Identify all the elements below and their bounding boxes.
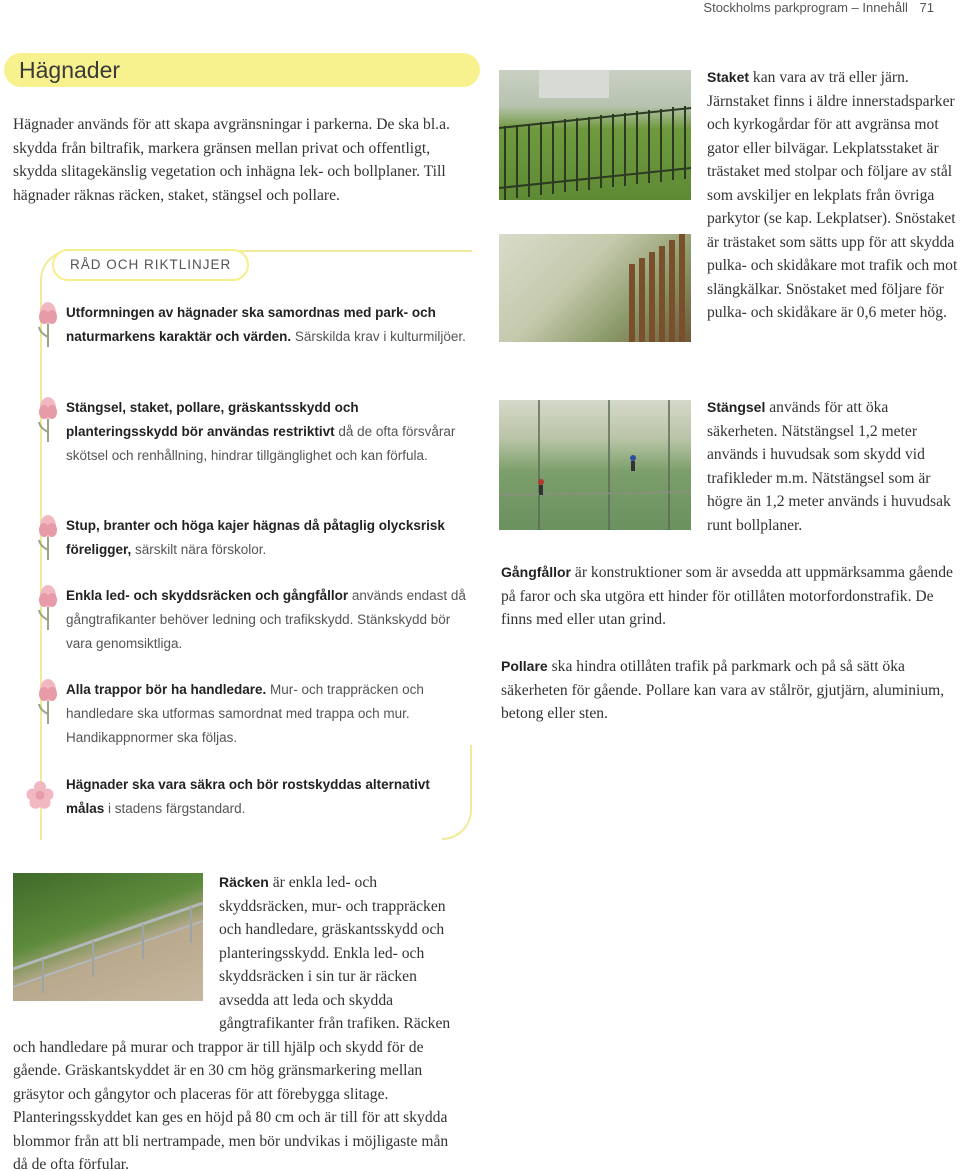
rule-4 <box>66 584 466 656</box>
rule-4-bold: Enkla led- och skyddsräcken och gångfållor <box>66 588 349 603</box>
intro-paragraph: Hägnader används för att skapa avgränsningar i parkerna. De ska bl.a. skydda från biltrafik, markera gränsen mellan privat och offentligt, skydda slitagekänslig vegetation och inhägna lek- och bollplaner. Till hägnader räknas räcken, staket, stängsel och pollare. <box>13 116 450 204</box>
rule-1-text: Särskilda krav i kulturmiljöer. <box>291 329 466 344</box>
photo-spacer <box>13 871 219 1019</box>
racken-text: är enkla led- och skyddsräcken, mur- och trappräcken och handledare, gräskantsskydd och planteringsskydd. Enkla led- och skyddsräcken i sin tur är räcken avsedda att leda och skydda gångtrafikanter från trafiken. Räcken och handledare på murar och trappor är till hjälp och skydd för de gående. Gräskantskyddet är en 30 cm hög gränsmarkering mellan gräsytor och gångytor och placeras för att förebygga slitage. Planteringsskyddet kan ges en höjd på 80 cm och är till för att skydda blommor från att bli nertrampade, men bör undvikas i möjligaste mån då de ofta förfular. <box>13 874 451 1171</box>
flower-icon <box>25 772 55 820</box>
guidelines-label: RÅD OCH RIKTLINJER <box>52 249 249 281</box>
rule-3-text: särskilt nära förskolor. <box>131 542 267 557</box>
rule-1-bold: Utformningen av hägnader ska samordnas med park- och naturmarkens karaktär och värden. <box>66 305 436 344</box>
rule-2-text: då de ofta försvårar skötsel och renhållning, hindrar tillgänglighet och kan förfula. <box>66 424 456 463</box>
gangfallor-text: är konstruktioner som är avsedda att uppmärksamma gående på faror och ska utgöra ett hinder för otillåten motorfordonstrafik. De finns med eller utan grind. <box>501 564 953 628</box>
page-title: Hägnader <box>19 57 121 83</box>
flower-icon <box>33 678 63 726</box>
rule-6-text: i stadens färgstandard. <box>104 801 246 816</box>
rule-6 <box>66 773 466 821</box>
page-number: 71 <box>919 0 934 15</box>
header-text: Stockholms parkprogram – Innehåll <box>703 0 908 15</box>
flower-icon <box>33 584 63 632</box>
gangfallor-paragraph <box>501 561 959 632</box>
flower-icon <box>33 301 63 349</box>
gangfallor-term: Gångfållor <box>501 564 572 580</box>
flower-icon <box>33 514 63 562</box>
photo-ball-field-fence <box>499 400 691 530</box>
racken-paragraph <box>13 871 463 1171</box>
stangsel-term: Stängsel <box>707 399 766 415</box>
staket-text: kan vara av trä eller järn. Järnstaket finns i äldre innerstadsparker och kyrkogårdar för att avgränsa mot gator eller bilvägar. Lekplatsstaket är trästaket med stolpar och följare av stål som avskiljer en lekplats från övriga parkytor (se kap. Lekplatser). Snöstaket är trästaket som sätts upp för att skydda pulka- och skidåkare mot trafik och mot slängkälkar. Snöstaket med följare för pulka- och skidåkare är 0,6 meter hög. <box>707 69 958 321</box>
net-fence-illustration <box>499 400 691 530</box>
rule-5-text: Mur- och trappräcken och handledare ska utformas samordnat med trappa och mur. Handikappnormer ska följas. <box>66 682 424 745</box>
stangsel-paragraph <box>707 396 959 537</box>
pollare-term: Pollare <box>501 658 548 674</box>
photo-iron-fence <box>499 70 691 200</box>
page-header <box>703 0 934 15</box>
staket-term: Staket <box>707 69 750 85</box>
rule-2 <box>66 396 466 468</box>
fence-illustration <box>499 70 691 200</box>
pollare-text: ska hindra otillåten trafik på parkmark och på så sätt öka säkerheten för gående. Pollare kan vara av stålrör, gjutjärn, aluminium, betong eller sten. <box>501 658 945 722</box>
rule-6-bold: Hägnader ska vara säkra och bör rostskyddas alternativt målas <box>66 777 430 816</box>
stangsel-text: används för att öka säkerheten. Nätstängsel 1,2 meter används i huvudsak som skydd vid trafikleder m.m. Nätstängsel som är högre än 1,2 meter används i huvudsak runt bollplaner. <box>707 399 951 534</box>
rule-3-bold: Stup, branter och höga kajer hägnas då påtaglig olycksrisk föreligger, <box>66 518 445 557</box>
section-title-bar <box>4 53 480 87</box>
rule-4-text: används endast då gångtrafikanter behöver ledning och trafikskydd. Stänkskydd bör vara genomsiktliga. <box>66 588 466 651</box>
pollare-paragraph <box>501 655 959 726</box>
staket-paragraph <box>707 66 959 325</box>
rule-5-bold: Alla trappor bör ha handledare. <box>66 682 267 697</box>
rule-5 <box>66 678 466 750</box>
photo-snow-fence <box>499 234 691 342</box>
rule-2-bold: Stängsel, staket, pollare, gräskantsskydd och planteringsskydd bör användas restriktivt <box>66 400 359 439</box>
flower-icon <box>33 396 63 444</box>
racken-term: Räcken <box>219 874 269 890</box>
wood-fence-illustration <box>499 234 691 342</box>
rule-3 <box>66 514 466 562</box>
rule-1 <box>66 301 466 349</box>
